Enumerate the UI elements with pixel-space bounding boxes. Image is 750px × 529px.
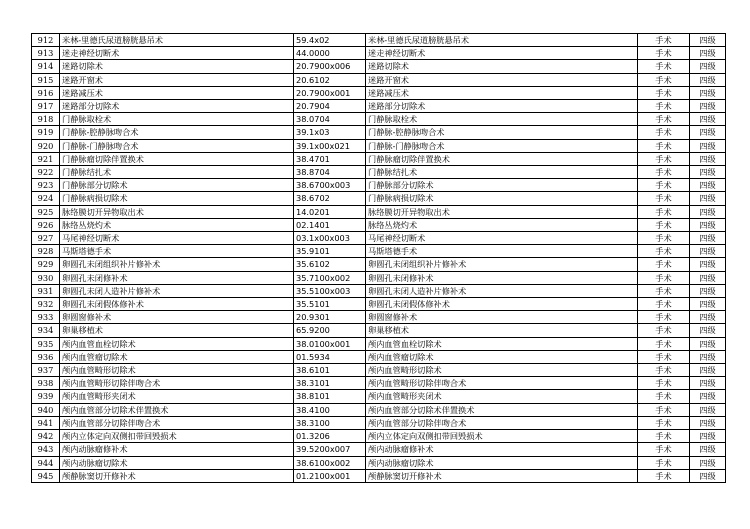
- table-row: [32, 232, 726, 245]
- procedure-name-repeat: 卵巢移植术: [366, 324, 638, 337]
- table-row: [32, 377, 726, 390]
- procedure-name: 卵圆孔未闭组织补片修补术: [60, 258, 294, 271]
- procedure-code: 35.5101: [294, 298, 366, 311]
- procedure-name: 颅内血管畸形切除伴吻合术: [60, 377, 294, 390]
- procedure-name: 颅内血管部分切除伴吻合术: [60, 416, 294, 429]
- procedure-category: 手术: [638, 377, 690, 390]
- procedure-name-repeat: 颅静脉窦切开修补术: [366, 469, 638, 482]
- table-row: [32, 390, 726, 403]
- procedure-level: 四级: [690, 86, 726, 99]
- table-row: [32, 416, 726, 429]
- procedure-level: 四级: [690, 390, 726, 403]
- table-row: [32, 139, 726, 152]
- procedure-name: 颅内动脉瘤切除术: [60, 456, 294, 469]
- procedure-level: 四级: [690, 324, 726, 337]
- procedure-code: 20.7900x001: [294, 86, 366, 99]
- procedure-code: 02.1401: [294, 218, 366, 231]
- row-number: 919: [32, 126, 60, 139]
- procedure-category: 手术: [638, 298, 690, 311]
- procedure-level: 四级: [690, 166, 726, 179]
- procedure-name-repeat: 门静脉结扎术: [366, 166, 638, 179]
- procedure-category: 手术: [638, 205, 690, 218]
- procedure-category: 手术: [638, 60, 690, 73]
- table-row: [32, 47, 726, 60]
- procedure-category: 手术: [638, 179, 690, 192]
- row-number: 916: [32, 86, 60, 99]
- table-row: [32, 73, 726, 86]
- procedure-table: [31, 33, 726, 483]
- procedure-level: 四级: [690, 416, 726, 429]
- procedure-table-page: [31, 33, 725, 483]
- procedure-code: 65.9200: [294, 324, 366, 337]
- procedure-level: 四级: [690, 298, 726, 311]
- row-number: 932: [32, 298, 60, 311]
- procedure-code: 38.4701: [294, 152, 366, 165]
- procedure-code: 38.3101: [294, 377, 366, 390]
- table-row: [32, 192, 726, 205]
- procedure-name-repeat: 颅内立体定向双侧扣带回毁损术: [366, 430, 638, 443]
- procedure-name: 马斯塔德手术: [60, 245, 294, 258]
- procedure-category: 手术: [638, 245, 690, 258]
- procedure-category: 手术: [638, 311, 690, 324]
- table-row: [32, 86, 726, 99]
- procedure-name: 颅内动脉瘤修补术: [60, 443, 294, 456]
- procedure-level: 四级: [690, 456, 726, 469]
- procedure-category: 手术: [638, 47, 690, 60]
- procedure-name-repeat: 颅内血管畸形切除术: [366, 364, 638, 377]
- procedure-name-repeat: 迷路切除术: [366, 60, 638, 73]
- procedure-category: 手术: [638, 416, 690, 429]
- procedure-name: 门静脉-门静脉吻合术: [60, 139, 294, 152]
- table-row: [32, 337, 726, 350]
- procedure-category: 手术: [638, 126, 690, 139]
- procedure-category: 手术: [638, 364, 690, 377]
- procedure-name: 迷路减压术: [60, 86, 294, 99]
- procedure-name: 门静脉部分切除术: [60, 179, 294, 192]
- procedure-category: 手术: [638, 443, 690, 456]
- procedure-name-repeat: 脉络丛烧灼术: [366, 218, 638, 231]
- procedure-name-repeat: 颅内血管畸形夹闭术: [366, 390, 638, 403]
- procedure-name-repeat: 卵圆孔未闭组织补片修补术: [366, 258, 638, 271]
- procedure-name: 门静脉瘤切除伴置换术: [60, 152, 294, 165]
- procedure-name: 卵巢移植术: [60, 324, 294, 337]
- table-row: [32, 456, 726, 469]
- procedure-category: 手术: [638, 350, 690, 363]
- table-row: [32, 166, 726, 179]
- procedure-level: 四级: [690, 284, 726, 297]
- procedure-name-repeat: 门静脉取栓术: [366, 113, 638, 126]
- procedure-level: 四级: [690, 100, 726, 113]
- procedure-name: 颅内血管瘤切除术: [60, 350, 294, 363]
- table-row: [32, 179, 726, 192]
- procedure-name-repeat: 迷走神经切断术: [366, 47, 638, 60]
- row-number: 918: [32, 113, 60, 126]
- procedure-level: 四级: [690, 469, 726, 482]
- procedure-code: 20.6102: [294, 73, 366, 86]
- row-number: 921: [32, 152, 60, 165]
- procedure-level: 四级: [690, 245, 726, 258]
- table-row: [32, 469, 726, 482]
- procedure-code: 20.7900x006: [294, 60, 366, 73]
- procedure-code: 38.3100: [294, 416, 366, 429]
- procedure-name: 门静脉取栓术: [60, 113, 294, 126]
- table-row: [32, 113, 726, 126]
- procedure-level: 四级: [690, 152, 726, 165]
- row-number: 929: [32, 258, 60, 271]
- procedure-name-repeat: 颅内血管部分切除术伴置换术: [366, 403, 638, 416]
- procedure-code: 20.7904: [294, 100, 366, 113]
- procedure-name-repeat: 马尾神经切断术: [366, 232, 638, 245]
- procedure-category: 手术: [638, 34, 690, 47]
- procedure-category: 手术: [638, 73, 690, 86]
- table-row: [32, 152, 726, 165]
- row-number: 927: [32, 232, 60, 245]
- procedure-code: 39.5200x007: [294, 443, 366, 456]
- procedure-name: 马尾神经切断术: [60, 232, 294, 245]
- procedure-code: 38.6100x002: [294, 456, 366, 469]
- row-number: 935: [32, 337, 60, 350]
- procedure-table-body: [32, 34, 726, 483]
- row-number: 926: [32, 218, 60, 231]
- procedure-name: 门静脉病损切除术: [60, 192, 294, 205]
- procedure-code: 38.0704: [294, 113, 366, 126]
- table-row: [32, 126, 726, 139]
- procedure-name: 迷走神经切断术: [60, 47, 294, 60]
- procedure-level: 四级: [690, 232, 726, 245]
- procedure-category: 手术: [638, 139, 690, 152]
- row-number: 943: [32, 443, 60, 456]
- table-row: [32, 284, 726, 297]
- procedure-code: 39.1x00x021: [294, 139, 366, 152]
- row-number: 913: [32, 47, 60, 60]
- procedure-category: 手术: [638, 152, 690, 165]
- procedure-category: 手术: [638, 337, 690, 350]
- procedure-code: 38.4100: [294, 403, 366, 416]
- table-row: [32, 34, 726, 47]
- row-number: 944: [32, 456, 60, 469]
- procedure-category: 手术: [638, 258, 690, 271]
- procedure-level: 四级: [690, 311, 726, 324]
- table-row: [32, 324, 726, 337]
- procedure-category: 手术: [638, 456, 690, 469]
- row-number: 914: [32, 60, 60, 73]
- table-row: [32, 364, 726, 377]
- procedure-level: 四级: [690, 403, 726, 416]
- procedure-name: 迷路开窗术: [60, 73, 294, 86]
- row-number: 920: [32, 139, 60, 152]
- procedure-code: 38.6700x003: [294, 179, 366, 192]
- procedure-category: 手术: [638, 166, 690, 179]
- row-number: 924: [32, 192, 60, 205]
- table-row: [32, 403, 726, 416]
- procedure-name-repeat: 迷路开窗术: [366, 73, 638, 86]
- procedure-name: 卵圆孔未闭修补术: [60, 271, 294, 284]
- procedure-category: 手术: [638, 232, 690, 245]
- procedure-level: 四级: [690, 430, 726, 443]
- row-number: 930: [32, 271, 60, 284]
- procedure-code: 35.9101: [294, 245, 366, 258]
- procedure-name-repeat: 门静脉部分切除术: [366, 179, 638, 192]
- table-row: [32, 258, 726, 271]
- procedure-code: 35.6102: [294, 258, 366, 271]
- table-row: [32, 350, 726, 363]
- procedure-name: 卵圆窗修补术: [60, 311, 294, 324]
- procedure-name-repeat: 卵圆孔未闭修补术: [366, 271, 638, 284]
- procedure-code: 01.5934: [294, 350, 366, 363]
- procedure-category: 手术: [638, 100, 690, 113]
- row-number: 917: [32, 100, 60, 113]
- procedure-name: 颅静脉窦切开修补术: [60, 469, 294, 482]
- procedure-level: 四级: [690, 350, 726, 363]
- table-row: [32, 218, 726, 231]
- procedure-name: 门静脉结扎术: [60, 166, 294, 179]
- row-number: 936: [32, 350, 60, 363]
- procedure-name-repeat: 迷路部分切除术: [366, 100, 638, 113]
- procedure-name-repeat: 颅内血管血栓切除术: [366, 337, 638, 350]
- procedure-name: 颅内血管部分切除术伴置换术: [60, 403, 294, 416]
- procedure-name: 颅内血管畸形夹闭术: [60, 390, 294, 403]
- table-row: [32, 271, 726, 284]
- procedure-level: 四级: [690, 364, 726, 377]
- row-number: 941: [32, 416, 60, 429]
- procedure-name-repeat: 门静脉-门静脉吻合术: [366, 139, 638, 152]
- procedure-name-repeat: 门静脉病损切除术: [366, 192, 638, 205]
- procedure-category: 手术: [638, 271, 690, 284]
- procedure-name: 颅内血管畸形切除术: [60, 364, 294, 377]
- procedure-code: 38.0100x001: [294, 337, 366, 350]
- row-number: 928: [32, 245, 60, 258]
- row-number: 923: [32, 179, 60, 192]
- procedure-code: 20.9301: [294, 311, 366, 324]
- procedure-category: 手术: [638, 390, 690, 403]
- procedure-category: 手术: [638, 86, 690, 99]
- procedure-category: 手术: [638, 324, 690, 337]
- procedure-category: 手术: [638, 430, 690, 443]
- procedure-name: 颅内立体定向双侧扣带回毁损术: [60, 430, 294, 443]
- procedure-name-repeat: 脉络膜切开异物取出术: [366, 205, 638, 218]
- row-number: 925: [32, 205, 60, 218]
- row-number: 912: [32, 34, 60, 47]
- procedure-code: 38.8704: [294, 166, 366, 179]
- procedure-level: 四级: [690, 113, 726, 126]
- procedure-name-repeat: 门静脉瘤切除伴置换术: [366, 152, 638, 165]
- procedure-level: 四级: [690, 258, 726, 271]
- procedure-code: 38.6702: [294, 192, 366, 205]
- procedure-name-repeat: 卵圆窗修补术: [366, 311, 638, 324]
- table-row: [32, 443, 726, 456]
- procedure-code: 38.8101: [294, 390, 366, 403]
- row-number: 939: [32, 390, 60, 403]
- procedure-name: 卵圆孔未闭假体修补术: [60, 298, 294, 311]
- procedure-name-repeat: 颅内动脉瘤修补术: [366, 443, 638, 456]
- procedure-category: 手术: [638, 218, 690, 231]
- procedure-name: 脉络丛烧灼术: [60, 218, 294, 231]
- procedure-code: 44.0000: [294, 47, 366, 60]
- procedure-name-repeat: 迷路减压术: [366, 86, 638, 99]
- procedure-name: 门静脉-腔静脉吻合术: [60, 126, 294, 139]
- procedure-level: 四级: [690, 377, 726, 390]
- procedure-name-repeat: 颅内血管瘤切除术: [366, 350, 638, 363]
- procedure-level: 四级: [690, 47, 726, 60]
- row-number: 922: [32, 166, 60, 179]
- procedure-name-repeat: 卵圆孔未闭假体修补术: [366, 298, 638, 311]
- procedure-level: 四级: [690, 139, 726, 152]
- procedure-code: 14.0201: [294, 205, 366, 218]
- procedure-level: 四级: [690, 126, 726, 139]
- table-row: [32, 100, 726, 113]
- procedure-level: 四级: [690, 218, 726, 231]
- procedure-code: 39.1x03: [294, 126, 366, 139]
- procedure-level: 四级: [690, 337, 726, 350]
- procedure-level: 四级: [690, 192, 726, 205]
- procedure-code: 03.1x00x003: [294, 232, 366, 245]
- procedure-level: 四级: [690, 60, 726, 73]
- procedure-level: 四级: [690, 443, 726, 456]
- row-number: 915: [32, 73, 60, 86]
- procedure-category: 手术: [638, 284, 690, 297]
- procedure-category: 手术: [638, 192, 690, 205]
- procedure-name-repeat: 门静脉-腔静脉吻合术: [366, 126, 638, 139]
- procedure-name-repeat: 颅内血管部分切除伴吻合术: [366, 416, 638, 429]
- table-row: [32, 245, 726, 258]
- procedure-level: 四级: [690, 205, 726, 218]
- procedure-code: 38.6101: [294, 364, 366, 377]
- row-number: 942: [32, 430, 60, 443]
- procedure-code: 35.7100x002: [294, 271, 366, 284]
- procedure-code: 59.4x02: [294, 34, 366, 47]
- row-number: 937: [32, 364, 60, 377]
- row-number: 931: [32, 284, 60, 297]
- row-number: 945: [32, 469, 60, 482]
- table-row: [32, 430, 726, 443]
- procedure-name-repeat: 卵圆孔未闭人造补片修补术: [366, 284, 638, 297]
- procedure-name-repeat: 马斯塔德手术: [366, 245, 638, 258]
- procedure-name: 米林-里德氏尿道膀胱悬吊术: [60, 34, 294, 47]
- procedure-name: 卵圆孔未闭人造补片修补术: [60, 284, 294, 297]
- procedure-category: 手术: [638, 403, 690, 416]
- procedure-name-repeat: 颅内血管畸形切除伴吻合术: [366, 377, 638, 390]
- row-number: 933: [32, 311, 60, 324]
- procedure-code: 35.5100x003: [294, 284, 366, 297]
- row-number: 938: [32, 377, 60, 390]
- procedure-name-repeat: 颅内动脉瘤切除术: [366, 456, 638, 469]
- procedure-name: 迷路切除术: [60, 60, 294, 73]
- procedure-category: 手术: [638, 469, 690, 482]
- row-number: 934: [32, 324, 60, 337]
- procedure-category: 手术: [638, 113, 690, 126]
- row-number: 940: [32, 403, 60, 416]
- procedure-level: 四级: [690, 73, 726, 86]
- table-row: [32, 60, 726, 73]
- procedure-level: 四级: [690, 179, 726, 192]
- procedure-code: 01.2100x001: [294, 469, 366, 482]
- table-row: [32, 298, 726, 311]
- procedure-name: 颅内血管血栓切除术: [60, 337, 294, 350]
- procedure-level: 四级: [690, 34, 726, 47]
- table-row: [32, 205, 726, 218]
- procedure-name: 脉络膜切开异物取出术: [60, 205, 294, 218]
- procedure-name-repeat: 米林-里德氏尿道膀胱悬吊术: [366, 34, 638, 47]
- procedure-name: 迷路部分切除术: [60, 100, 294, 113]
- procedure-level: 四级: [690, 271, 726, 284]
- table-row: [32, 311, 726, 324]
- procedure-code: 01.3206: [294, 430, 366, 443]
